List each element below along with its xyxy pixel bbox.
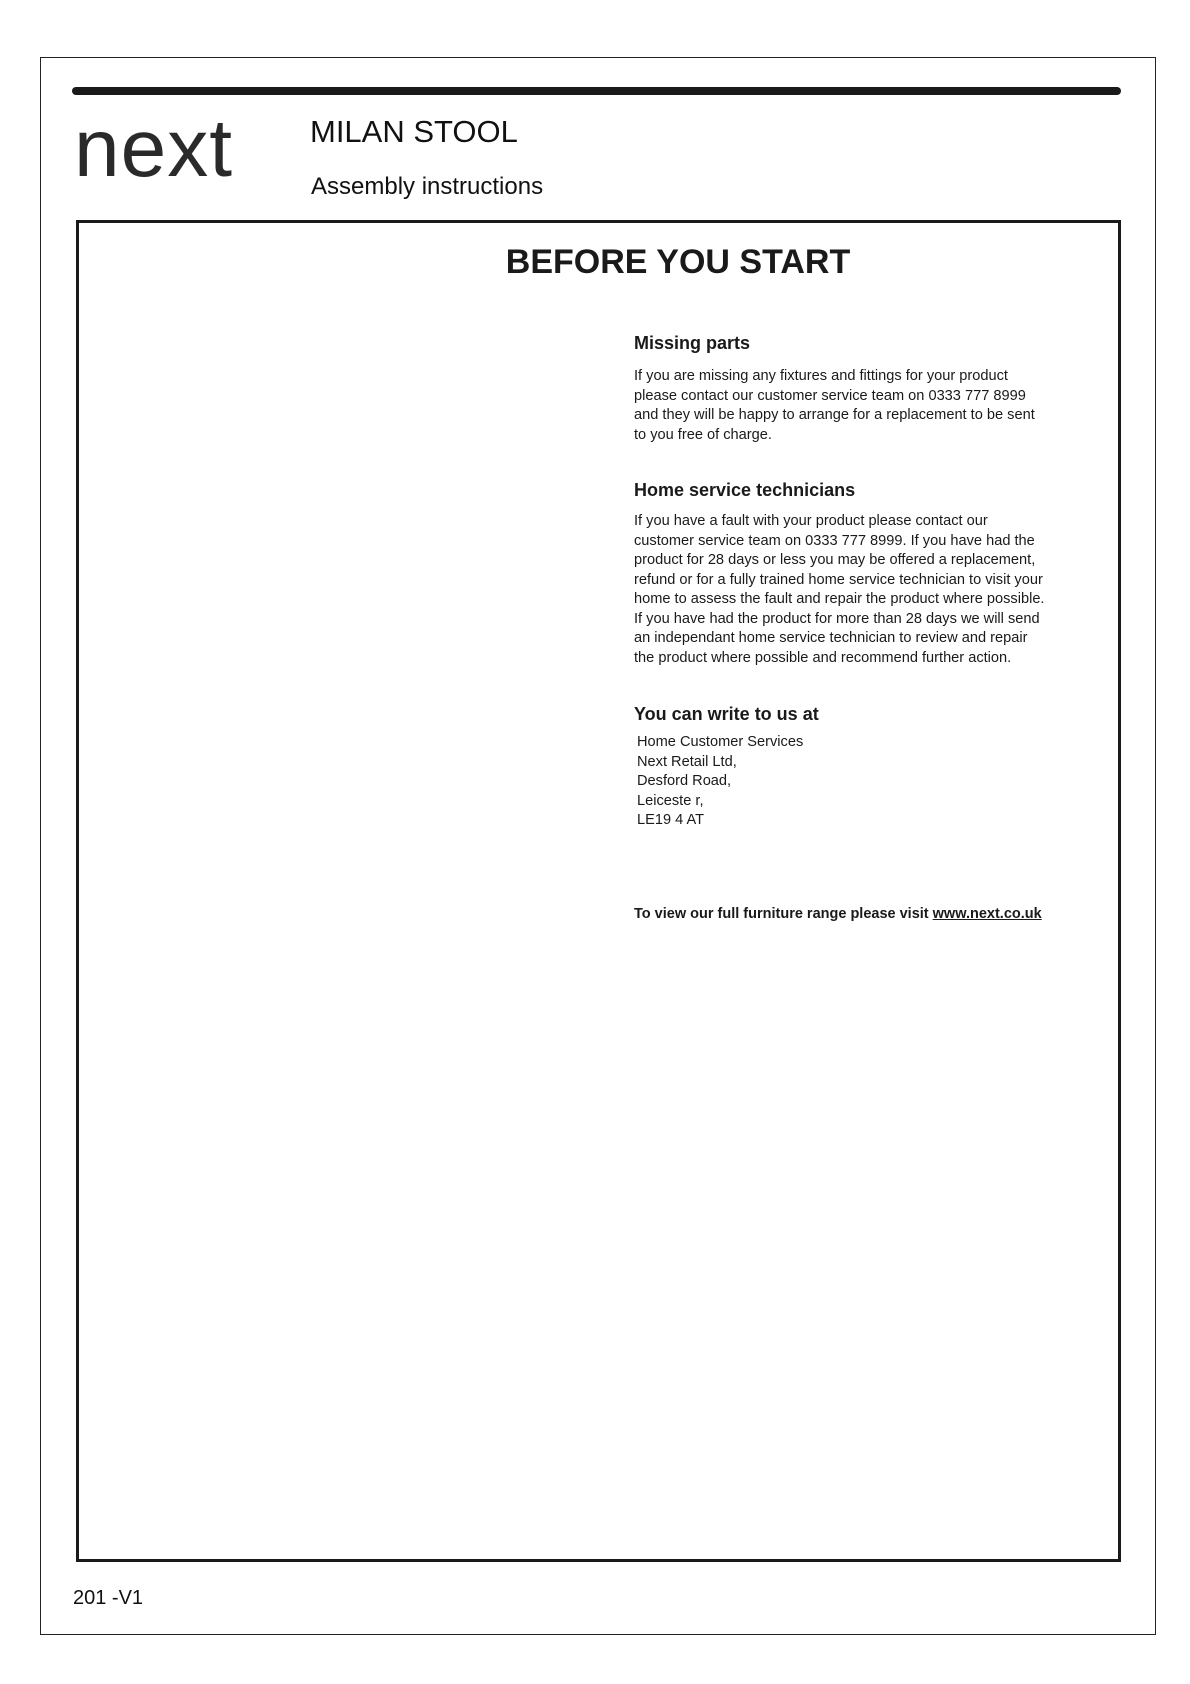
write-to-us-block (634, 705, 1094, 831)
content-box (76, 220, 1121, 1562)
visit-text: To view our full furniture range please visit (634, 906, 929, 922)
visit-website-line (634, 907, 1114, 922)
missing-parts-title: Missing parts (634, 333, 751, 353)
missing-parts-text: If you are missing any fixtures and fittings for your product please contact our customer service team on 0333 777 8999 and they will be happy to arrange for a replacement to be sent to you free of charge. (634, 368, 1035, 443)
product-title: MILAN STOOL (310, 114, 518, 149)
address-line: Leiceste r, (637, 792, 704, 809)
address-line: LE19 4 AT (637, 812, 705, 828)
home-service-block (634, 481, 1094, 668)
address-line: Home Customer Services (637, 734, 804, 750)
home-service-text: If you have a fault with your product please contact our customer service team on 0333 777 8999. If you have had the product for 28 days or less you may be offered a replacement, refund or for a fully trained home service technician to visit your home to assess the fault and repair the product where possible. If you have had the product for more than 28 days we will send an independant home service technician to review and repair the product where possible and recommend further action. (634, 513, 1045, 666)
document-version-code: 201 -V1 (73, 1587, 144, 1609)
address-line: Desford Road, (637, 773, 732, 789)
postal-address (634, 733, 1094, 831)
write-to-us-title: You can write to us at (634, 704, 819, 724)
missing-parts-block (634, 334, 1094, 445)
section-heading: BEFORE YOU START (505, 243, 851, 281)
next-logo: next (74, 103, 233, 194)
document-subtitle: Assembly instructions (311, 173, 544, 200)
website-link[interactable]: www.next.co.uk (932, 906, 1042, 922)
top-rule (72, 87, 1121, 95)
address-line: Next Retail Ltd, (637, 753, 737, 770)
home-service-title: Home service technicians (634, 480, 856, 500)
